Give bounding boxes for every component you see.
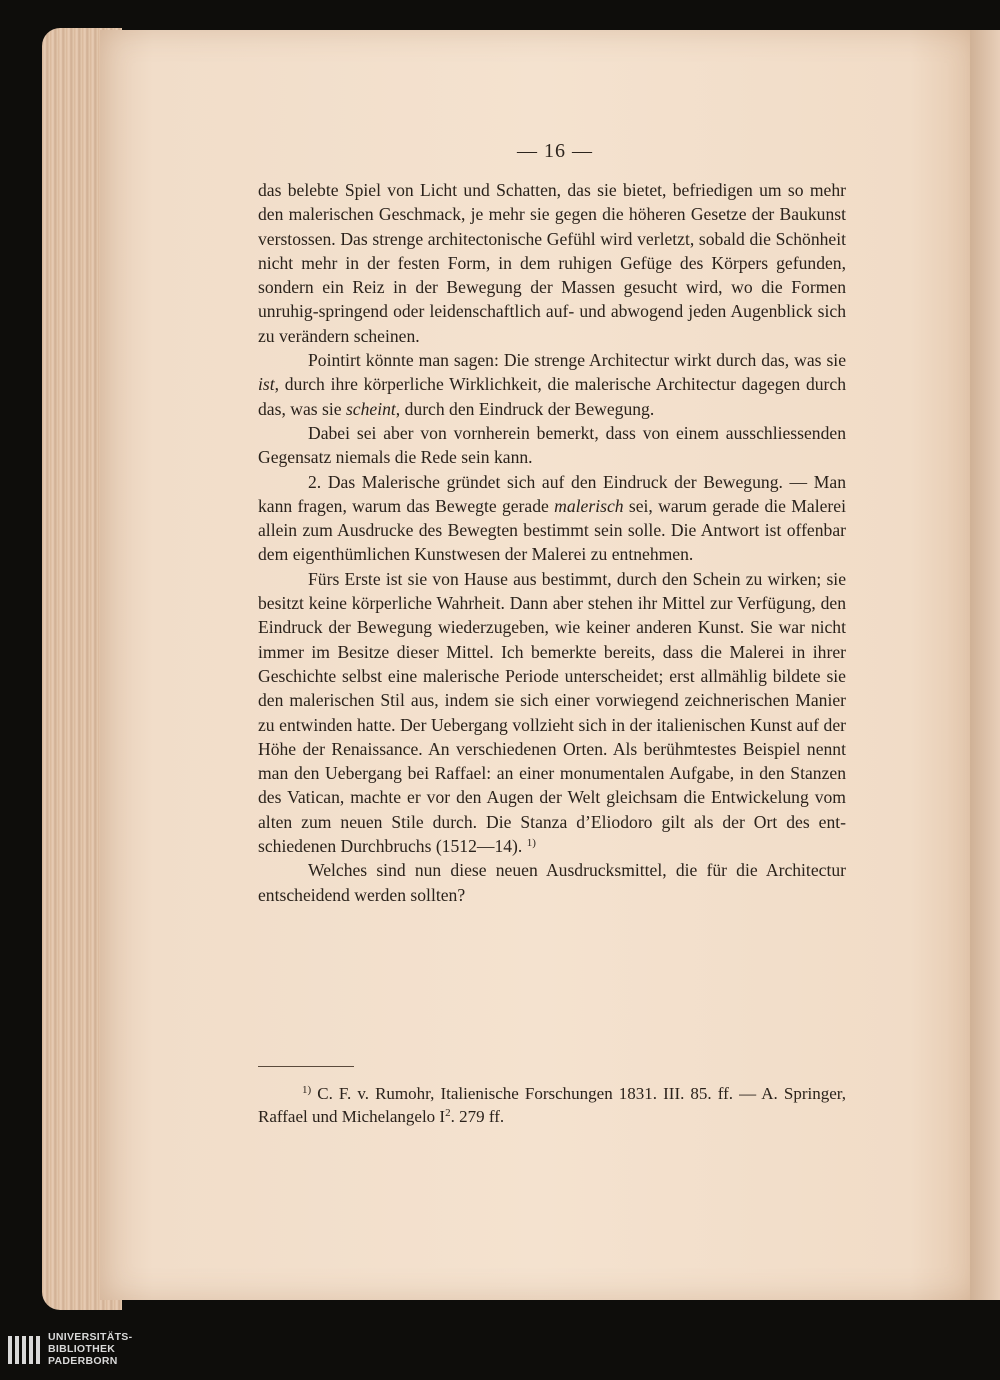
footnotes: [258, 1082, 846, 1128]
body-text: [258, 178, 846, 907]
page-number: — 16 —: [517, 140, 593, 162]
footnote-1: $^{1)}$ C. F. v. Rumohr, Italienische Forschungen 1831. III. 85. ff. — A. Springer, Raffael und Michelangelo $I^2$. 279 ff.: [258, 1084, 847, 1126]
footnote-reference[interactable]: 1): [526, 837, 536, 850]
paragraph-3: Dabei sei aber von vornherein bemerkt, dass von einem ausschliessenden Gegensatz niemals die Rede sein kann.: [258, 422, 846, 468]
emphasis-ist: ist: [258, 374, 275, 395]
book-gutter: [970, 30, 1000, 1300]
paragraph-6: Welches sind nun diese neuen Ausdrucksmittel, die für die Architectur entscheidend werden sollten?: [258, 860, 846, 905]
emphasis-scheint: scheint: [345, 398, 396, 419]
footnote-marker: 1): [302, 1084, 312, 1096]
footnote-divider: [258, 1066, 354, 1067]
library-logo[interactable]: [0, 1328, 160, 1372]
emphasis-malerisch: malerisch: [554, 495, 624, 516]
paragraph-4: 2. Das Malerische gründet sich auf den Eindruck der Bewegung. — Man kann fragen, warum das Bewegte gerade malerisch sei, warum gerade die Malerei allein zum Ausdrucke des Bewegten bestimmt sein solle. Die Antwort ist offenbar dem eigenthümlichen Kunstwesen der Malerei zu entnehmen.: [258, 471, 846, 565]
library-logo-text: UNIVERSITÄTS- BIBLIOTHEK PADERBORN: [48, 1331, 133, 1367]
paragraph-1: das belebte Spiel von Licht und Schatten, das sie bietet, befriedigen um so mehr den malerischen Geschmack, je mehr sie gegen die höheren Gesetze der Baukunst verstossen. Das strenge architectonische Gefühl wird verletzt, sobald die Schönheit nicht mehr in der festen Form, in dem ruhigen Gefüge des Körpers gefunden, sondern ein Reiz in der Bewegung der Massen gesucht wird, wo die Formen unruhig-springend oder leidenschaftlich auf- und abwogend jeden Augenblick sich zu verändern scheinen.: [258, 180, 846, 346]
paragraph-5: Fürs Erste ist sie von Hause aus bestimmt, durch den Schein zu wirken; sie besitzt keine körperliche Wahrheit. Dann aber stehen ihr Mittel zur Verfügung, den Eindruck der Bewegung wiederzugeben, wie keiner anderen Kunst. Sie war nicht immer im Besitze dieser Mittel. Ich bemerkte bereits, dass die Malerei in ihrer Geschichte selbst eine malerische Periode unterscheidet; erst allmählig bildete sie den malerischen Stil aus, indem sie sich einer vorwiegend zeichnerischen Manier zu entwinden hatte. Der Uebergang vollzieht sich in der italienischen Kunst auf der Höhe der Renaissance. An verschiedenen Orten. Als berühmtestes Beispiel nennt man den Uebergang bei Raffael: an einer monumentalen Aufgabe, in den Stanzen des Vatican, machte er vor den Augen der Welt gleichsam die Entwickelung vom alten zum neuen Stile durch. Die Stanza d’Eliodoro gilt als der Ort des entschiedenen Durchbruchs (1512—14). $^{1)}$: [258, 568, 846, 857]
library-logo-icon: [6, 1332, 42, 1368]
paragraph-2: Pointirt könnte man sagen: Die strenge Architectur wirkt durch das, was sie ist, durch ihre körperliche Wirklichkeit, die malerische Architectur dagegen durch das, was sie scheint, durch den Eindruck der Bewegung.: [258, 350, 846, 419]
